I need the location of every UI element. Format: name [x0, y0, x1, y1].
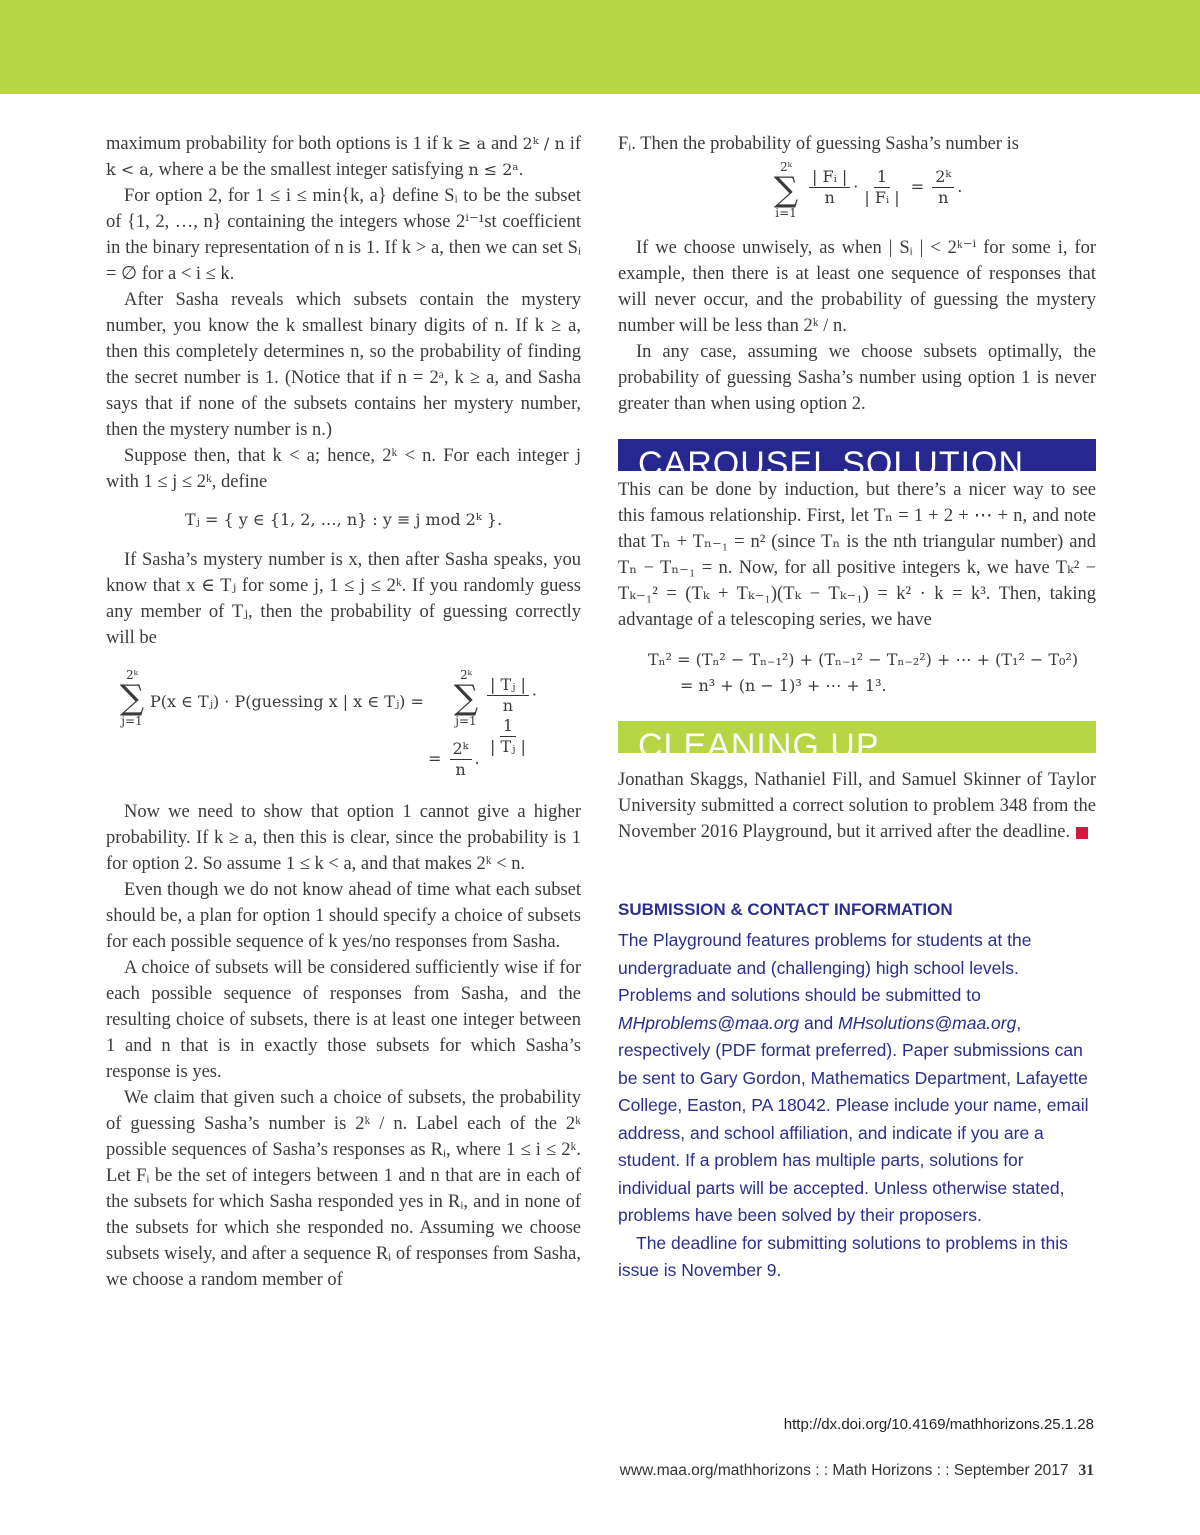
top-color-bar: [0, 0, 1200, 94]
text: and: [486, 134, 523, 154]
fraction: $\frac{\text{| Fᵢ |}}{n}$: [809, 167, 850, 208]
email-solutions-link[interactable]: MHsolutions@maa.org: [838, 1012, 1017, 1033]
sum-upper: 2ᵏ: [779, 160, 792, 174]
page-footer: [620, 1462, 1094, 1480]
submission-paragraph: The Playground features problems for students at the undergraduate and (challenging) high school levels. Problems and solutions should be submitted to MHproblems@maa.org and MHsolutions@maa.org, respectively (PDF format preferred). Paper submissions can be sent to Gary Gordon, Mathematics Department, Lafayette College, Easton, PA 18042. Please include your name, email address, and school affiliation, and indicate if you are a student. If a problem has multiple parts, solutions for individual parts will be accepted. Unless otherwise stated, problems have been solved by their proposers.: [618, 930, 1089, 1225]
fraction: $\frac{\text{2ᵏ}}{n}$: [450, 739, 472, 780]
left-column: [106, 131, 581, 1293]
paragraph: After Sasha reveals which subsets contain the mystery number, you know the k smallest binary digits of n. If k ≥ a, then this completely determines n, so the probability of finding the secret number is 1. (Notice that if n = 2ᵃ, k ≥ a, and Sasha says that if none of the subsets contains her mystery number, then the mystery number is n.): [106, 290, 581, 440]
sigma-icon: ∑: [453, 678, 479, 718]
equation-telescoping: Tₙ² = (Tₙ² − Tₙ₋₁²) + (Tₙ₋₁² − Tₙ₋₂²) + ⋯ + (T₁² − T₀²) = n³ + (n − 1)³ + ⋯ + 1³.: [648, 650, 1079, 695]
math: k < a,: [106, 160, 154, 179]
equation-probability: 2ᵏ ∑ j=1 P(x ∈ Tⱼ) · P(guessing x | x ∈ Tⱼ) = 2ᵏ ∑ j=1 $\frac{\text{| Tⱼ |}}{n}$ · $\frac{1}{\text{| Tⱼ |}}$ = $\frac{\text{2ᵏ}}{n}$ .: [106, 669, 581, 787]
paragraph: In any case, assuming we choose subsets optimally, the probability of guessing Sasha’s number using option 1 is never greater than when using option 2.: [618, 342, 1096, 414]
email-problems-link[interactable]: MHproblems@maa.org: [618, 1012, 800, 1033]
paragraph: If we choose unwisely, as when | Sᵢ | < 2ᵏ⁻ⁱ for some i, for example, then there is at least one sequence of responses that will never occur, and the probability of guessing the mystery number will be less than 2ᵏ / n.: [618, 238, 1096, 336]
fraction: $\frac{\text{2ᵏ}}{n}$: [932, 167, 954, 208]
paragraph: If Sasha’s mystery number is x, then after Sasha speaks, you know that x ∈ Tⱼ for some j, 1 ≤ j ≤ 2ᵏ. If you randomly guess any member of Tⱼ, then the probability of guessing correctly will be: [106, 550, 581, 648]
math: 2ᵏ / n: [522, 134, 565, 153]
math: k ≥ a: [442, 134, 487, 153]
paragraph: Even though we do not know ahead of time what each subset should be, a plan for option 1 should specify a choice of subsets for each possible sequence of k yes/no responses from Sasha.: [106, 880, 581, 952]
paragraph: A choice of subsets will be considered sufficiently wise if for each possible sequence of responses from Sasha, and the resulting choice of subsets, there is at least one integer between 1 and n that is in exactly those subsets for which Sasha’s response is yes.: [106, 958, 581, 1082]
section-title: CLEANING UP: [638, 727, 880, 765]
end-mark-icon: [1076, 827, 1088, 839]
footer-text: www.maa.org/mathhorizons : : Math Horizons : : September 2017: [619, 1462, 1069, 1479]
fraction: $\frac{1}{\text{| Fᵢ |}}$: [864, 167, 900, 207]
text: where a be the smallest integer satisfying: [153, 160, 469, 180]
section-title: CAROUSEL SOLUTION: [638, 445, 1025, 483]
text: Jonathan Skaggs, Nathaniel Fill, and Samuel Skinner of Taylor University submitted a correct solution to problem 348 from the November 2016 Playground, but it arrived after the deadline.: [618, 770, 1096, 842]
page-number: 31: [1078, 1462, 1094, 1479]
paragraph: For option 2, for 1 ≤ i ≤ min{k, a} define Sᵢ to be the subset of {1, 2, …, n} containing the integers whose 2ⁱ⁻¹st coefficient in the binary representation of n is 1. If k > a, then we can set Sᵢ = ∅ for a < i ≤ k.: [106, 186, 581, 284]
sum-upper: 2ᵏ: [125, 668, 138, 682]
paragraph: This can be done by induction, but there’s a nicer way to see this famous relationship. First, let Tₙ = 1 + 2 + ⋯ + n, and note that Tₙ + Tₙ₋₁ = n² (since Tₙ is the nth triangular number) and Tₙ − Tₙ₋₁ = n. Now, for all positive integers k, we have Tₖ² − Tₖ₋₁² = (Tₖ + Tₖ₋₁)(Tₖ − Tₖ₋₁) = k² · k = k³. Then, taking advantage of a telescoping series, we have: [618, 480, 1096, 630]
sigma-icon: ∑: [773, 170, 799, 210]
submission-heading: SUBMISSION & CONTACT INFORMATION: [618, 900, 953, 919]
text: if: [564, 134, 582, 154]
fraction: $\frac{\text{| Tⱼ |}}{n}$: [487, 675, 529, 716]
math: n ≤ 2ᵃ.: [468, 160, 524, 179]
sum-upper: 2ᵏ: [459, 668, 472, 682]
section-heading-carousel: [618, 439, 1096, 483]
sum-lower: i=1: [775, 206, 797, 220]
paragraph: [106, 131, 581, 183]
equation-tj: Tⱼ = { y ∈ {1, 2, …, n} : y ≡ j mod 2ᵏ }.: [184, 510, 503, 529]
equation-lhs: P(x ∈ Tⱼ) · P(guessing x | x ∈ Tⱼ) =: [150, 692, 424, 711]
doi-link[interactable]: http://dx.doi.org/10.4169/mathhorizons.25.1.28: [783, 1416, 1094, 1433]
sigma-icon: ∑: [119, 678, 145, 718]
right-column: [618, 131, 1096, 1285]
text: maximum probability for both options is 1 if: [106, 134, 443, 154]
paragraph: Fᵢ. Then the probability of guessing Sasha’s number is: [618, 134, 1019, 154]
sum-lower: j=1: [455, 714, 477, 728]
deadline-paragraph: The deadline for submitting solutions to problems in this issue is November 9.: [618, 1232, 1068, 1280]
paragraph: Suppose then, that k < a; hence, 2ᵏ < n. For each integer j with 1 ≤ j ≤ 2ᵏ, define: [106, 446, 581, 492]
paragraph: Now we need to show that option 1 cannot give a higher probability. If k ≥ a, then this is clear, since the probability is 1 for option 2. So assume 1 ≤ k < a, and that makes 2ᵏ < n.: [106, 802, 581, 874]
sum-lower: j=1: [121, 714, 143, 728]
fraction: $\frac{1}{\text{| Tⱼ |}}$: [490, 716, 526, 756]
equation-fi: 2ᵏ ∑ i=1 $\frac{\text{| Fᵢ |}}{n}$ · $\frac{1}{\text{| Fᵢ |}}$ = $\frac{\text{2ᵏ}}{n}$ .: [618, 161, 1096, 227]
section-heading-cleaning-up: [618, 721, 1096, 765]
paragraph: [618, 767, 1096, 845]
paragraph: We claim that given such a choice of subsets, the probability of guessing Sasha’s number is 2ᵏ / n. Label each of the 2ᵏ possible sequences of Sasha’s responses as Rᵢ, where 1 ≤ i ≤ 2ᵏ. Let Fᵢ be the set of integers between 1 and n that are in each of the subsets for which Sasha responded yes in Rᵢ, and in none of the subsets for which she responded no. Assuming we choose subsets wisely, and after a sequence Rᵢ of responses from Sasha, we choose a random member of: [106, 1088, 581, 1290]
